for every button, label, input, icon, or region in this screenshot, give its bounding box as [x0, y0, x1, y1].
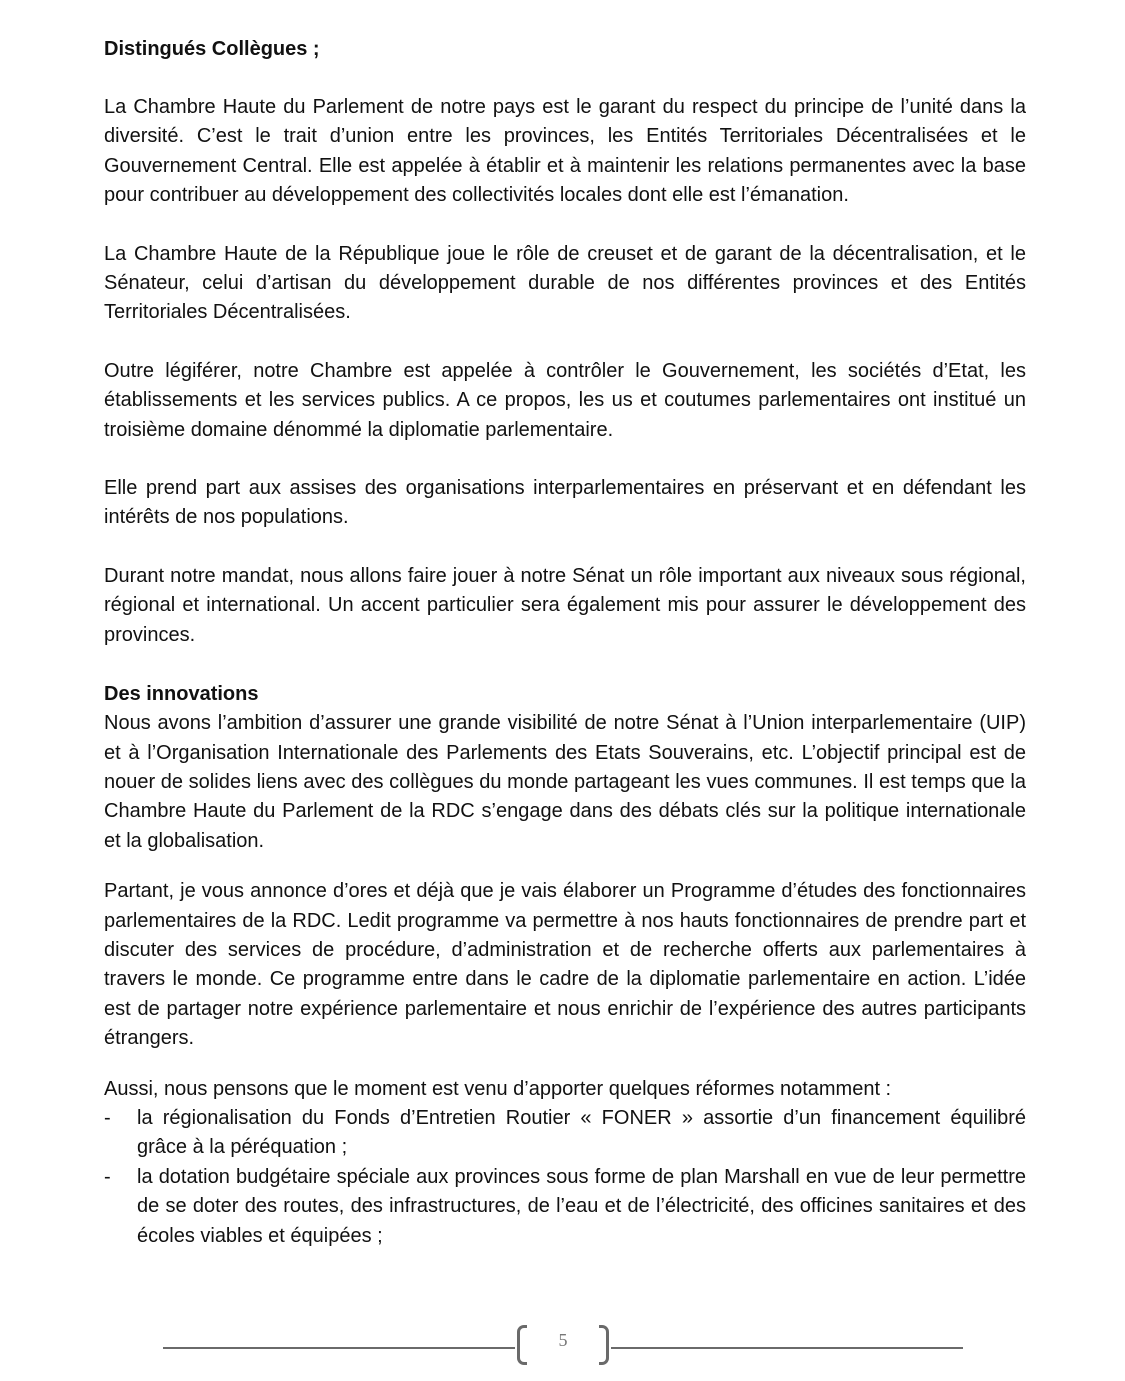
paragraph-reformes-intro: Aussi, nous pensons que le moment est venu d’apporter quelques réformes notamment : — [104, 1077, 892, 1100]
reform-text: la dotation budgétaire spéciale aux provinces sous forme de plan Marshall en vue de leur permettre de se doter des routes, des infrastructures, de l’eau et de l’électricité, des officines sanitaires et des écoles viables et équipées ; — [137, 1165, 1026, 1247]
section-heading-innovations: Des innovations — [104, 683, 259, 706]
paragraph-chambre-haute-garant: La Chambre Haute du Parlement de notre pays est le garant du respect du principe de l’unité dans la diversité. C’est le trait d’union entre les provinces, les Entités Territoriales Décentralisées et le Gouvernement Central. Elle est appelée à établir et à maintenir les relations permanentes avec la base pour contribuer au développement des collectivités locales dont elle est l’émanation. — [104, 96, 1026, 207]
paragraph-visibilite-uip: Nous avons l’ambition d’assurer une grande visibilité de notre Sénat à l’Union interparlementaire (UIP) et à l’Organisation Internationale des Parlements des Etats Souverains, etc. L’objectif principal est de nouer de solides liens avec des collègues du monde partageant les vues communes. Il est temps que la Chambre Haute du Parlement de la RDC s’engage dans des débats clés sur la politique internationale et la globalisation. — [104, 712, 1026, 852]
paragraph-creuset-decentralisation: La Chambre Haute de la République joue le rôle de creuset et de garant de la décentralisation, et le Sénateur, celui d’artisan du développement durable de nos différentes provinces et des Entités Territoriales Décentralisées. — [104, 242, 1026, 324]
paragraph-mandat-senat: Durant notre mandat, nous allons faire jouer à notre Sénat un rôle important aux niveaux sous régional, régional et international. Un accent particulier sera également mis pour assurer le développement des provinces. — [104, 564, 1026, 646]
page-footer — [163, 1325, 963, 1369]
reform-text: la régionalisation du Fonds d’Entretien Routier « FONER » assortie d’un financement équilibré grâce à la péréquation ; — [137, 1106, 1026, 1159]
paragraph-assises-interparlementaires: Elle prend part aux assises des organisations interparlementaires en préservant et en défendant les intérêts de nos populations. — [104, 477, 1026, 529]
footer-rule-left — [163, 1347, 515, 1349]
reforms-list — [104, 1104, 1026, 1251]
bullet-marker: - — [104, 1165, 111, 1188]
salutation: Distingués Collègues ; — [104, 38, 320, 60]
right-bracket-icon — [599, 1325, 609, 1365]
page-number: 5 — [558, 1330, 568, 1350]
list-item — [104, 1104, 1026, 1163]
document-page — [104, 34, 1026, 1251]
bullet-marker: - — [104, 1106, 111, 1129]
paragraph-programme-etudes: Partant, je vous annonce d’ores et déjà que je vais élaborer un Programme d’études des fonctionnaires parlementaires de la RDC. Ledit programme va permettre à nos hauts fonctionnaires de prendre part et discuter des services de procédure, d’administration et de recherche offerts aux parlementaires à travers le monde. Ce programme entre dans le cadre de la diplomatie parlementaire en action. L’idée est de partager notre expérience parlementaire et nous enrichir de l’expérience des autres participants étrangers. — [104, 880, 1026, 1050]
left-bracket-icon — [517, 1325, 527, 1365]
list-item — [104, 1163, 1026, 1251]
paragraph-controle-gouvernement: Outre légiférer, notre Chambre est appelée à contrôler le Gouvernement, les sociétés d’Etat, les établissements et les services publics. A ce propos, les us et coutumes parlementaires ont institué un troisième domaine dénommé la diplomatie parlementaire. — [104, 359, 1026, 441]
footer-rule-right — [611, 1347, 963, 1349]
